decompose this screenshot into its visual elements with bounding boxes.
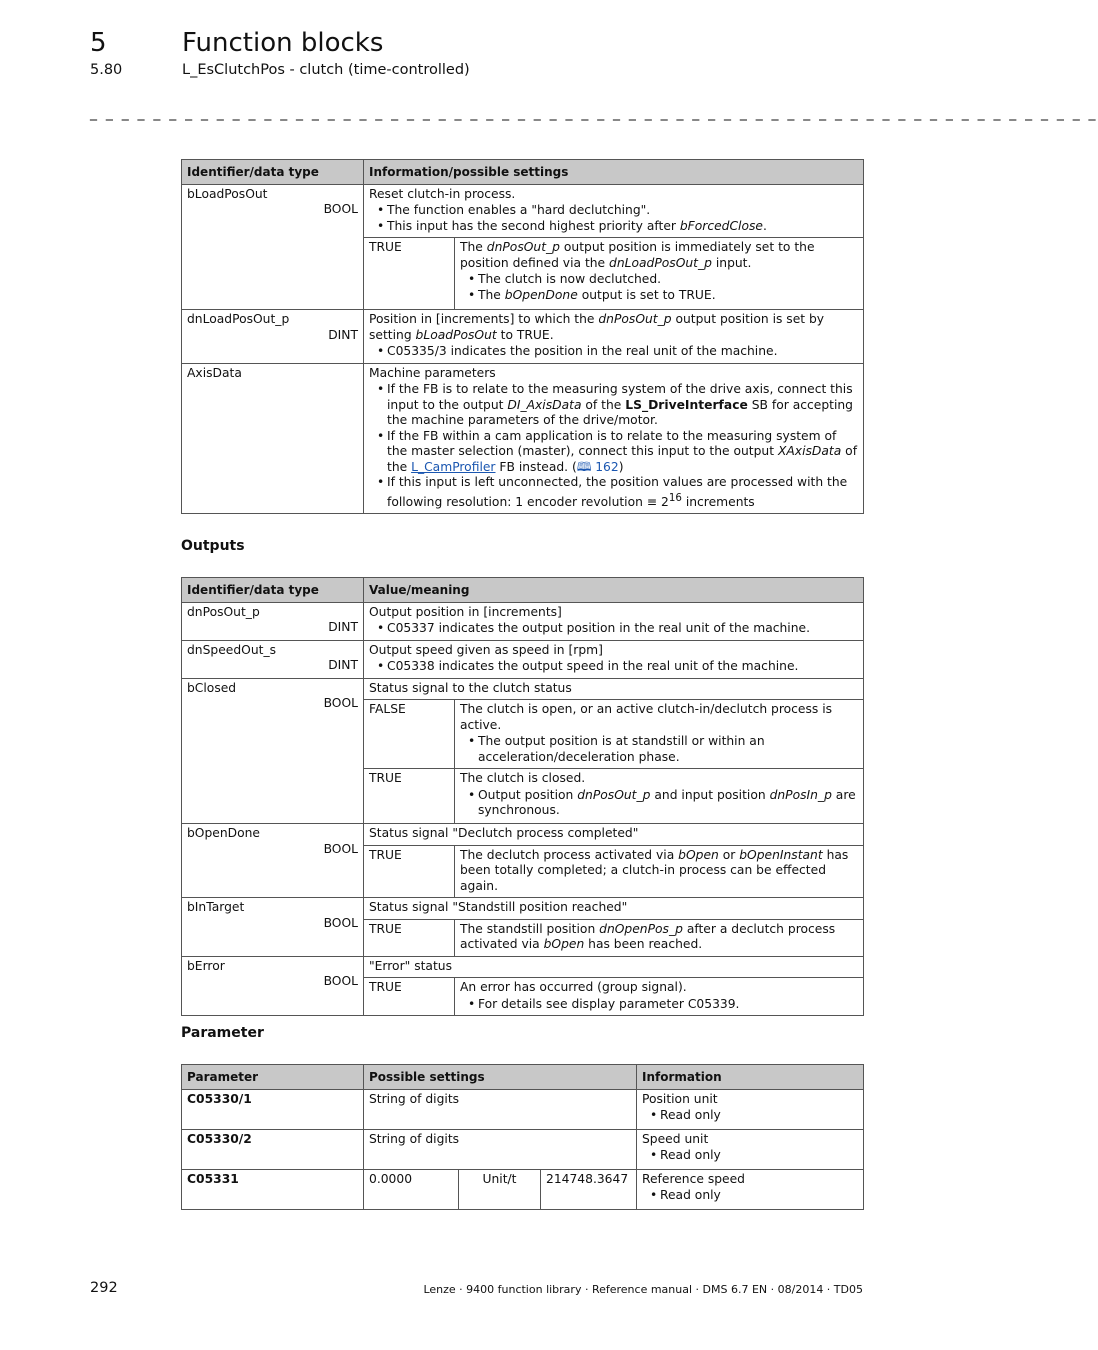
data-type: BOOL (323, 696, 358, 710)
list-item: • C05337 indicates the output position in the real unit of the machine. (387, 621, 858, 637)
description-text: Output position in [increments] (369, 604, 562, 619)
column-header: Value/meaning (364, 578, 864, 603)
value-cell: TRUE (364, 238, 455, 310)
value-cell: TRUE (364, 919, 455, 956)
identifier-cell (182, 898, 364, 957)
parameter-name: C05330/2 (182, 1129, 364, 1169)
identifier-name: dnSpeedOut_s (187, 642, 276, 657)
identifier-name: bInTarget (187, 900, 245, 914)
text-fragment: ) (618, 459, 624, 474)
meaning-cell (455, 700, 864, 769)
table-row (182, 640, 864, 678)
value-cell: FALSE (364, 700, 455, 769)
outputs-heading: Outputs (181, 538, 245, 554)
text-fragment: Position in [increments] to which the (369, 312, 599, 326)
column-header: Identifier/data type (182, 578, 364, 603)
description-cell (364, 640, 864, 678)
info-text: Speed unit (642, 1131, 709, 1146)
parameter-name: C05330/1 (182, 1089, 364, 1129)
text-fragment: If the FB is to relate to the measuring system of the drive axis, connect this input to the output (387, 382, 853, 412)
inputs-table (181, 159, 864, 514)
meaning-cell (455, 769, 864, 824)
table-row (182, 678, 864, 700)
page-reference-link[interactable]: 🕮 162 (576, 459, 619, 474)
signal-name: dnLoadPosOut_p (609, 255, 712, 270)
info-cell (637, 1169, 864, 1209)
text-fragment: Output position (478, 787, 578, 802)
list-item: • C05338 indicates the output speed in the real unit of the machine. (387, 659, 858, 675)
identifier-cell (182, 956, 364, 1016)
identifier-cell (182, 363, 364, 514)
signal-name: dnPosOut_p (598, 312, 672, 326)
text-fragment: . (762, 218, 767, 233)
column-header: Identifier/data type (182, 160, 364, 185)
data-type: DINT (328, 620, 358, 634)
list-item (387, 475, 858, 510)
description-cell: Status signal "Declutch process completed" (364, 824, 864, 846)
identifier-cell (182, 602, 364, 640)
text-fragment: The declutch process activated via (460, 847, 679, 862)
description-cell (364, 184, 864, 238)
text-fragment: and input position (650, 787, 770, 802)
chapter-title: Function blocks (182, 28, 384, 58)
table-row (182, 956, 864, 978)
exponent: 16 (668, 491, 682, 504)
text-fragment: to TRUE. (496, 327, 554, 342)
text-fragment: The standstill position (460, 921, 600, 936)
signal-name: bOpen (678, 847, 719, 862)
description-cell: Status signal "Standstill position reached" (364, 898, 864, 920)
table-row (182, 1089, 864, 1129)
identifier-name: AxisData (187, 365, 242, 380)
meaning-cell (455, 845, 864, 898)
description-text: Output speed given as speed in [rpm] (369, 642, 603, 657)
info-text: Reference speed (642, 1171, 745, 1186)
text-fragment: of the (581, 397, 626, 412)
text-fragment: has been totally completed; a clutch-in process can be effected again. (460, 847, 849, 893)
info-cell (637, 1089, 864, 1129)
meaning-text: The clutch is closed. (460, 771, 586, 785)
max-value-cell: 214748.3647 (541, 1169, 637, 1209)
table-header-row (182, 1065, 864, 1090)
table-row (182, 184, 864, 238)
data-type: BOOL (323, 915, 358, 930)
identifier-name: dnLoadPosOut_p (187, 312, 290, 326)
min-value-cell: 0.0000 (364, 1169, 459, 1209)
table-header-row (182, 578, 864, 603)
signal-name: bForcedClose (679, 218, 763, 233)
list-item: • Read only (660, 1148, 858, 1164)
page-number: 292 (90, 1280, 118, 1296)
signal-name: bOpenInstant (739, 847, 823, 862)
list-item: • The clutch is now declutched. (478, 272, 858, 288)
text-fragment: The (460, 240, 487, 254)
meaning-cell (455, 978, 864, 1016)
table-row (182, 898, 864, 920)
identifier-cell (182, 640, 364, 678)
identifier-name: bLoadPosOut (187, 186, 268, 201)
meaning-cell (455, 238, 864, 310)
identifier-cell (182, 310, 364, 364)
column-header: Possible settings (364, 1065, 637, 1090)
description-text: Machine parameters (369, 365, 496, 380)
text-fragment: after a declutch process activated via (460, 921, 836, 951)
text-fragment: or (718, 847, 740, 862)
list-item (478, 788, 858, 819)
info-text: Position unit (642, 1091, 718, 1106)
text-fragment: are synchronous. (478, 787, 856, 817)
parameter-heading: Parameter (181, 1025, 264, 1041)
text-fragment: has been reached. (584, 937, 703, 951)
description-text: Reset clutch-in process. (369, 186, 516, 201)
parameter-name: C05331 (182, 1169, 364, 1209)
table-row (182, 310, 864, 364)
parameter-table (181, 1064, 864, 1210)
section-number: 5.80 (90, 62, 123, 78)
value-cell: TRUE (364, 978, 455, 1016)
table-row (182, 363, 864, 514)
description-cell (364, 310, 864, 364)
value-cell: TRUE (364, 845, 455, 898)
identifier-name: bError (187, 958, 225, 973)
description-cell: "Error" status (364, 956, 864, 978)
description-cell (364, 363, 864, 514)
text-fragment: input. (711, 255, 752, 270)
list-item (478, 288, 858, 304)
list-item: • Read only (660, 1108, 858, 1124)
signal-name: dnPosOut_p (486, 240, 560, 254)
value-cell: TRUE (364, 769, 455, 824)
description-cell (364, 602, 864, 640)
table-row (182, 824, 864, 846)
text-fragment: output position is set by setting (369, 312, 825, 342)
signal-name: bOpenDone (504, 287, 578, 302)
signal-name: bOpen (543, 937, 585, 951)
text-fragment: The (478, 287, 505, 302)
text-fragment: output is set to TRUE. (577, 287, 716, 302)
meaning-cell (455, 919, 864, 956)
outputs-table (181, 577, 864, 1016)
setting-cell: String of digits (364, 1089, 637, 1129)
signal-name: bLoadPosOut (415, 327, 497, 342)
data-type: DINT (328, 327, 358, 342)
column-header: Information (637, 1065, 864, 1090)
setting-cell: String of digits (364, 1129, 637, 1169)
signal-name: dnPosOut_p (577, 787, 651, 802)
footer-text: Lenze · 9400 function library · Reference manual · DMS 6.7 EN · 08/2014 · TD05 (423, 1283, 863, 1296)
text-fragment: increments (681, 494, 755, 509)
list-item (387, 429, 858, 476)
block-name: LS_DriveInterface (625, 397, 748, 412)
list-item: • For details see display parameter C05339. (478, 997, 858, 1013)
text-fragment: This input has the second highest priority after (387, 218, 680, 233)
table-header-row (182, 160, 864, 185)
text-fragment: If this input is left unconnected, the position values are processed with the following resolution: 1 encoder revolution ≡ 2 (387, 475, 848, 509)
data-type: DINT (328, 658, 358, 672)
signal-name: dnOpenPos_p (599, 921, 683, 936)
table-row (182, 602, 864, 640)
text-fragment: output position is immediately set to the position defined via the (460, 240, 815, 270)
meaning-text: An error has occurred (group signal). (460, 980, 687, 994)
identifier-cell (182, 184, 364, 310)
chapter-number: 5 (90, 28, 107, 58)
identifier-cell (182, 824, 364, 898)
text-fragment: of the (387, 444, 858, 474)
identifier-name: bClosed (187, 680, 237, 695)
data-type: BOOL (323, 974, 358, 988)
meaning-text: The clutch is open, or an active clutch-in/declutch process is active. (460, 702, 833, 732)
identifier-name: bOpenDone (187, 826, 261, 840)
text-fragment: SB for accepting the machine parameters of the drive/motor. (387, 397, 853, 427)
list-item (387, 382, 858, 429)
text-fragment: If the FB within a cam application is to relate to the measuring system of the master selection (master), connect this input to the output (387, 428, 837, 458)
info-cell (637, 1129, 864, 1169)
text-fragment: FB instead. ( (495, 459, 577, 474)
list-item: • Read only (660, 1188, 858, 1204)
list-item: • The output position is at standstill or within an acceleration/deceleration phase. (478, 734, 858, 765)
camprofiler-link[interactable]: L_CamProfiler (411, 459, 496, 474)
signal-name: dnPosIn_p (769, 787, 832, 802)
data-type: BOOL (323, 841, 358, 856)
signal-name: DI_AxisData (507, 397, 582, 412)
unit-cell: Unit/t (459, 1169, 541, 1209)
description-cell: Status signal to the clutch status (364, 678, 864, 700)
column-header: Parameter (182, 1065, 364, 1090)
identifier-name: dnPosOut_p (187, 604, 260, 619)
header-separator: _ _ _ _ _ _ _ _ _ _ _ _ _ _ _ _ _ _ _ _ _ _ _ _ _ _ _ _ _ _ _ _ _ _ _ _ _ _ _ _ _ _ _ _ _ _ _ _ _ _ _ _ _ _ _ _ _ _ _ _ _ _ _ _ (90, 105, 1098, 121)
data-type: BOOL (323, 202, 358, 216)
list-item (387, 219, 858, 235)
list-item: • C05335/3 indicates the position in the real unit of the machine. (387, 344, 858, 360)
table-row (182, 1129, 864, 1169)
column-header: Information/possible settings (364, 160, 864, 185)
table-row (182, 1169, 864, 1209)
section-title: L_EsClutchPos - clutch (time-controlled) (182, 62, 470, 78)
identifier-cell (182, 678, 364, 824)
list-item: • The function enables a "hard declutching". (387, 203, 858, 219)
signal-name: XAxisData (777, 444, 842, 458)
